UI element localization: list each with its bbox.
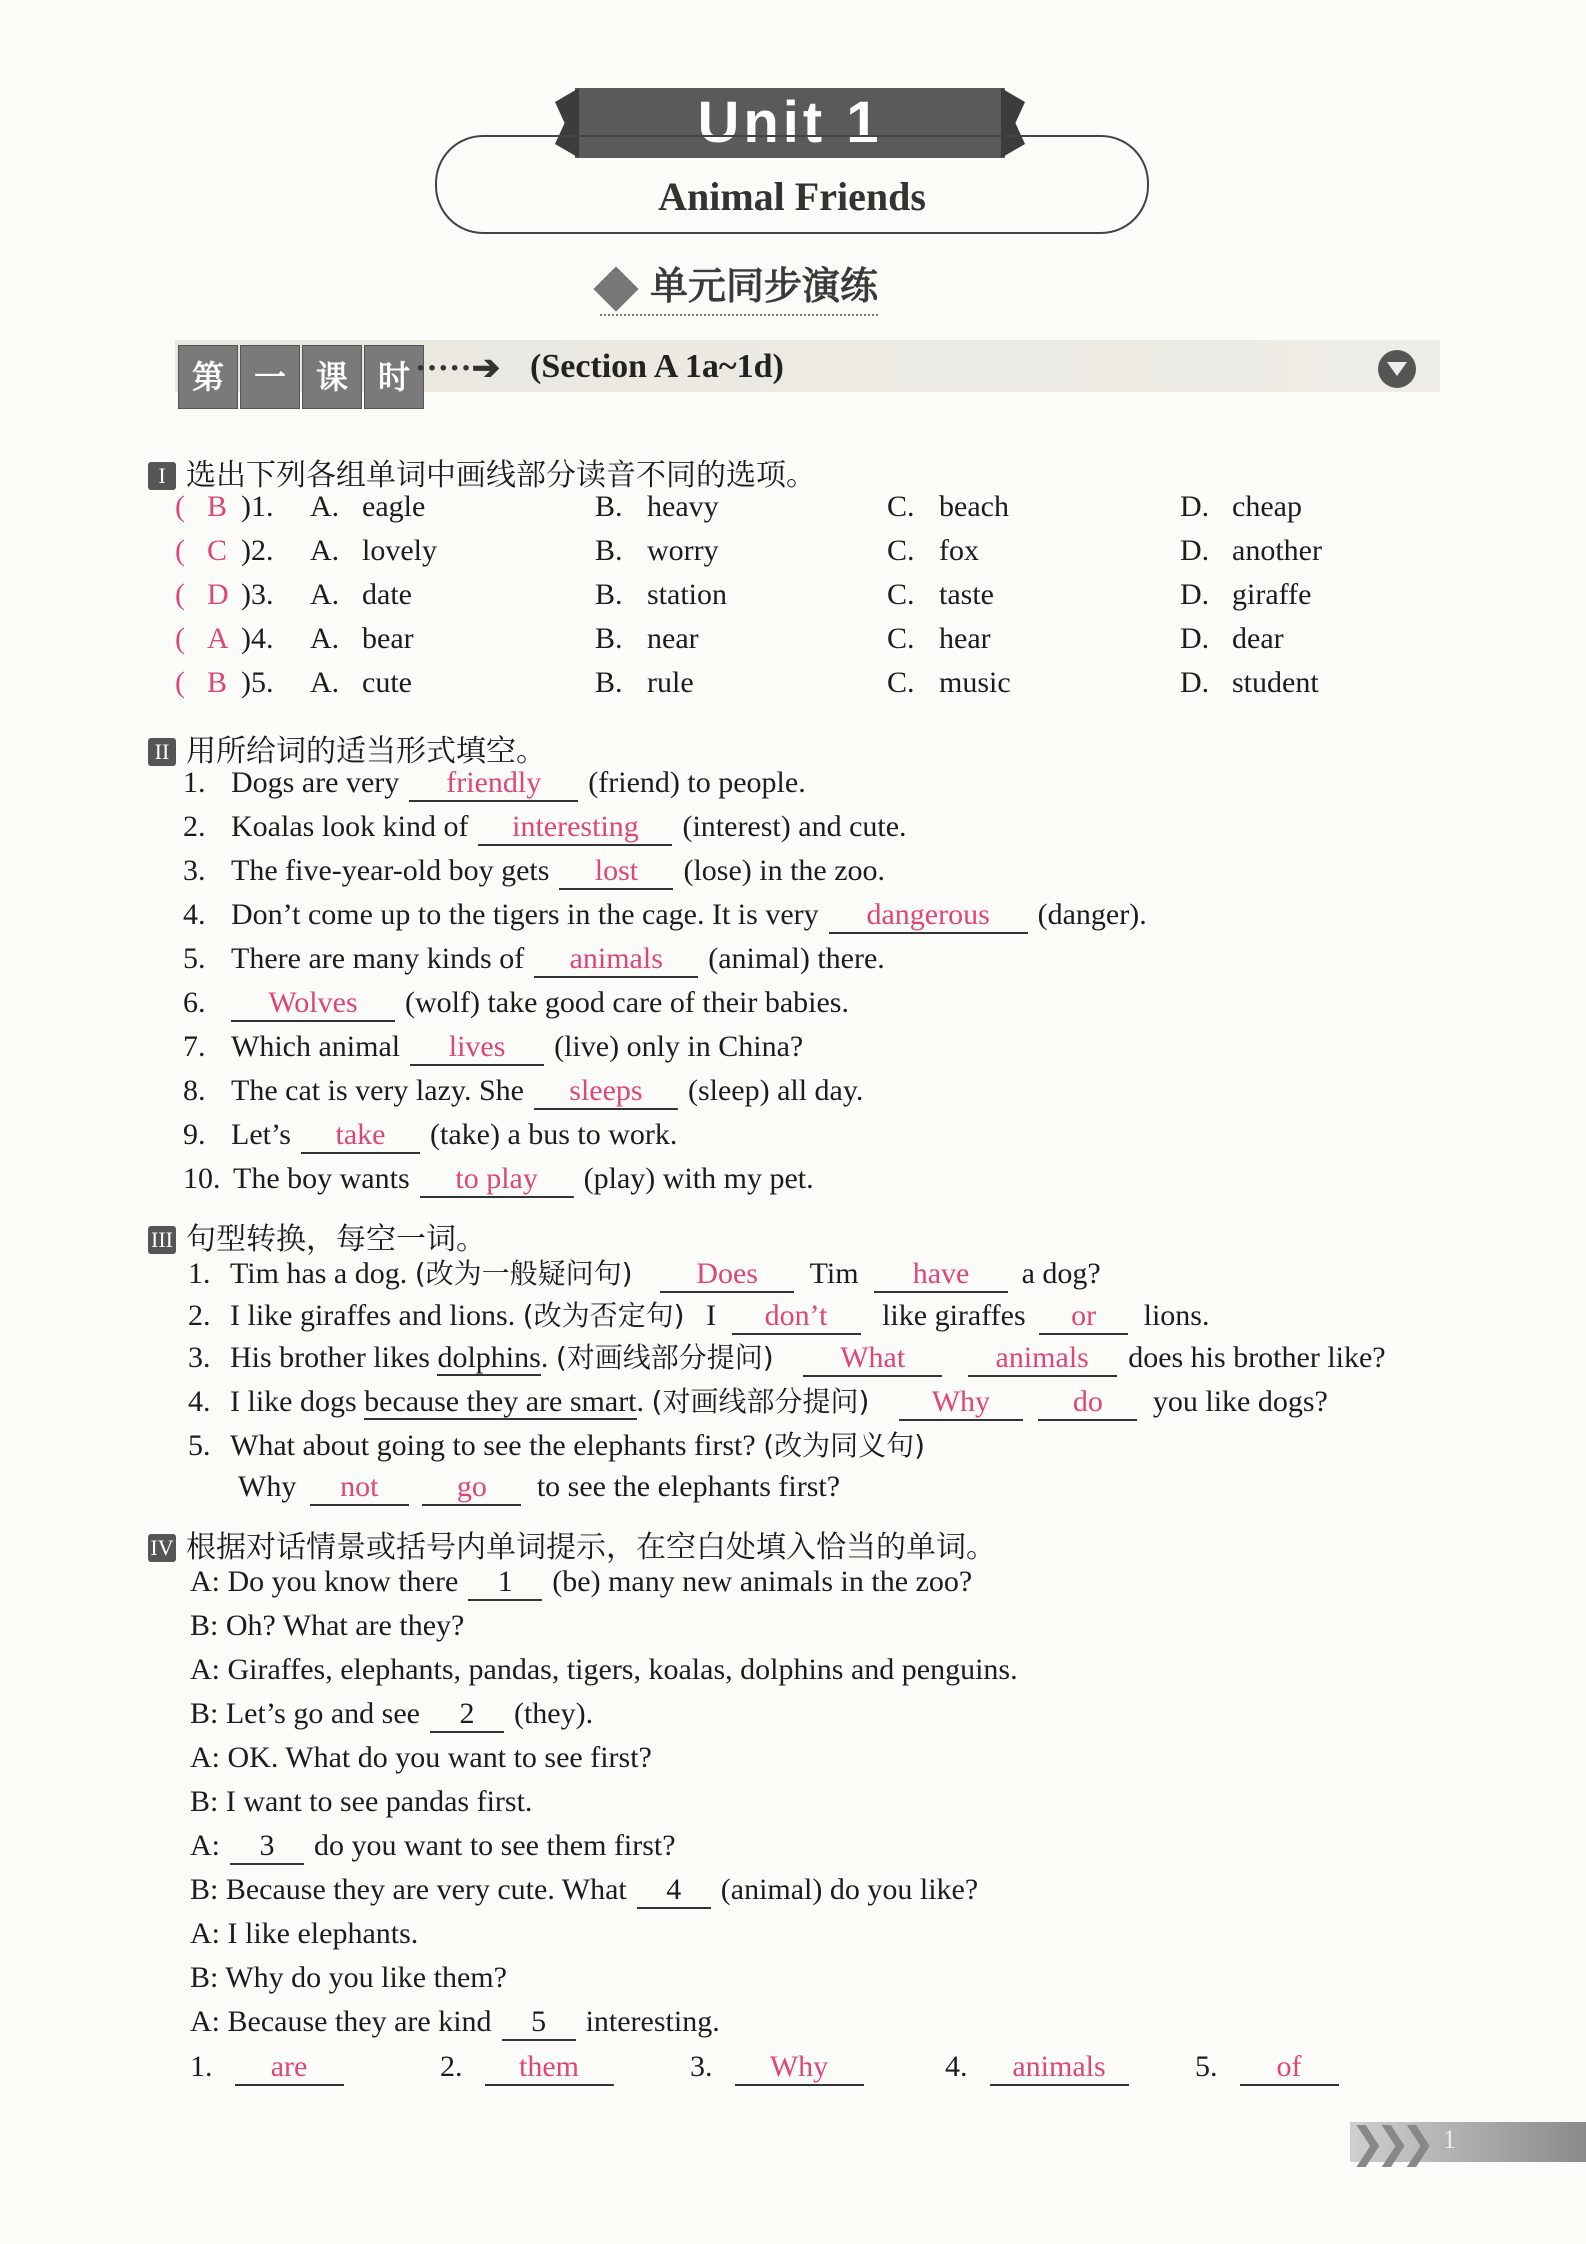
underlined-text: because they are smart [364, 1385, 637, 1418]
fill-row [183, 810, 907, 846]
section-1-title [148, 450, 816, 494]
dialog-text: A: I like elephants. [190, 1917, 419, 1950]
dialog-text: B: Let’s go and see [190, 1697, 420, 1730]
transform-q2 [188, 1294, 1210, 1335]
option-word: heavy [647, 490, 719, 523]
q-text: I like giraffes and lions. [230, 1299, 516, 1332]
answer-paren-open: ( [175, 490, 185, 523]
dialog-text: B: Oh? What are they? [190, 1609, 465, 1642]
numbered-blank[interactable]: 1 [468, 1565, 542, 1601]
answer-blank[interactable]: or [1039, 1299, 1128, 1335]
dialog-line [190, 2005, 720, 2041]
option-word: student [1232, 666, 1319, 699]
option-word: hear [939, 622, 991, 655]
q-note: (对画线部分提问) [651, 1385, 870, 1418]
fill-row [183, 766, 806, 802]
question-number: )4. [241, 622, 274, 655]
section-instruction: 根据对话情景或括号内单词提示，在空白处填入恰当的单词。 [186, 1530, 996, 1565]
lesson-char: 课 [302, 345, 362, 409]
question-text: (take) a bus to work. [430, 1118, 678, 1151]
answer-number: 3. [690, 2050, 713, 2083]
option-word: another [1232, 534, 1322, 567]
q-text: Why [238, 1470, 297, 1503]
fill-row [183, 854, 885, 890]
answer-paren-open: ( [175, 666, 185, 699]
option-word: lovely [362, 534, 437, 567]
dialog-line [190, 1653, 1018, 1687]
answer-blank[interactable]: not [310, 1470, 409, 1506]
q-text: Tim has a dog. [230, 1257, 408, 1290]
dialog-text: do you want to see them first? [314, 1829, 676, 1862]
option-label: B. [595, 666, 623, 699]
answer-blank[interactable]: take [301, 1118, 420, 1154]
dialog-text: A: Giraffes, elephants, pandas, tigers, koalas, dolphins and penguins. [190, 1653, 1018, 1686]
diamond-icon [593, 266, 638, 311]
q-note: (对画线部分提问) [555, 1341, 774, 1374]
answer-blank[interactable]: are [235, 2050, 344, 2086]
question-text: Dogs are very [231, 766, 400, 799]
choice-answer[interactable]: D [207, 578, 229, 611]
dialog-text: A: Because they are kind [190, 2005, 492, 2038]
answer-item [190, 2050, 344, 2086]
section-heading-text: 单元同步演练 [650, 264, 879, 308]
question-number: 8. [183, 1074, 206, 1107]
section-2-title [148, 726, 546, 770]
lesson-char: 一 [240, 345, 300, 409]
question-text: The five-year-old boy gets [231, 854, 550, 887]
option-label: D. [1180, 490, 1210, 523]
section-heading [600, 255, 878, 316]
question-text: The cat is very lazy. She [231, 1074, 524, 1107]
fill-row [183, 942, 885, 978]
option-word: giraffe [1232, 578, 1312, 611]
q-text: . [636, 1385, 645, 1418]
option-label: D. [1180, 622, 1210, 655]
numbered-blank[interactable]: 4 [637, 1873, 711, 1909]
transform-q3 [188, 1336, 1386, 1377]
answer-blank[interactable]: lost [559, 854, 673, 890]
section-instruction: 句型转换，每空一词。 [186, 1222, 486, 1257]
question-number: )2. [241, 534, 274, 567]
question-number: 1. [183, 766, 206, 799]
q-text: lions. [1143, 1299, 1210, 1332]
answer-paren-open: ( [175, 622, 185, 655]
q-text: What about going to see the elephants first? [230, 1429, 756, 1462]
option-label: C. [887, 490, 915, 523]
chevron-right-icon: ❯❯❯ [1350, 2118, 1426, 2167]
answer-blank[interactable]: don’t [732, 1299, 861, 1335]
answer-blank[interactable]: Does [660, 1257, 794, 1293]
dialog-line [190, 1873, 978, 1909]
dialog-line [190, 1697, 593, 1733]
question-text: Which animal [231, 1030, 401, 1063]
q-number: 5. [188, 1429, 211, 1462]
fill-row [183, 1030, 803, 1066]
answer-blank[interactable]: animals [534, 942, 698, 978]
answer-blank[interactable]: to play [420, 1162, 574, 1198]
option-word: beach [939, 490, 1009, 523]
answer-item [945, 2050, 1129, 2086]
question-text: (play) with my pet. [583, 1162, 814, 1195]
dialog-text: (they). [513, 1697, 594, 1730]
q-text: I [706, 1299, 717, 1332]
numbered-blank[interactable]: 3 [230, 1829, 304, 1865]
option-word: near [647, 622, 699, 655]
option-word: station [647, 578, 727, 611]
answer-blank[interactable]: of [1240, 2050, 1339, 2086]
question-number: )3. [241, 578, 274, 611]
answer-item [1195, 2050, 1339, 2086]
option-label: C. [887, 622, 915, 655]
option-word: cute [362, 666, 412, 699]
option-label: D. [1180, 578, 1210, 611]
option-word: rule [647, 666, 694, 699]
question-text: (animal) there. [708, 942, 885, 975]
dialog-line [190, 1565, 972, 1601]
section-instruction: 选出下列各组单词中画线部分读音不同的选项。 [186, 458, 816, 493]
option-word: dear [1232, 622, 1284, 655]
option-label: A. [310, 666, 340, 699]
answer-blank[interactable]: Wolves [231, 986, 395, 1022]
fill-row [183, 1074, 863, 1110]
unit-subtitle-frame [435, 135, 1149, 234]
question-text: (lose) in the zoo. [683, 854, 886, 887]
option-label: B. [595, 622, 623, 655]
dialog-line [190, 1609, 464, 1643]
answer-blank[interactable]: interesting [478, 810, 672, 846]
answer-blank[interactable]: animals [968, 1341, 1117, 1377]
q-text: I like dogs [230, 1385, 365, 1418]
answer-number: 1. [190, 2050, 213, 2083]
option-label: D. [1180, 666, 1210, 699]
question-text: (friend) to people. [588, 766, 806, 799]
dialog-line [190, 1829, 676, 1865]
option-label: A. [310, 578, 340, 611]
q-text: . [540, 1341, 549, 1374]
dialog-text: (be) many new animals in the zoo? [552, 1565, 973, 1598]
answer-number: 5. [1195, 2050, 1218, 2083]
answer-paren-open: ( [175, 578, 185, 611]
dialog-line [190, 1741, 652, 1775]
choice-answer[interactable]: B [207, 490, 228, 523]
lesson-section: (Section A 1a~1d) [530, 348, 784, 385]
q-text: Tim [809, 1257, 859, 1290]
option-label: B. [595, 490, 623, 523]
question-number: 4. [183, 898, 206, 931]
fill-row [183, 986, 849, 1022]
answer-item [440, 2050, 614, 2086]
answer-blank[interactable]: do [1038, 1385, 1137, 1421]
option-label: A. [310, 534, 340, 567]
option-word: music [939, 666, 1011, 699]
answer-blank[interactable]: have [874, 1257, 1008, 1293]
q-number: 1. [188, 1257, 211, 1290]
q-number: 2. [188, 1299, 211, 1332]
answer-blank[interactable]: dangerous [829, 898, 1028, 934]
q-note: (改为同义句) [763, 1429, 926, 1462]
q-text: you like dogs? [1152, 1385, 1328, 1418]
option-label: C. [887, 534, 915, 567]
question-text: There are many kinds of [231, 942, 525, 975]
question-number: 9. [183, 1118, 206, 1151]
answer-blank[interactable]: What [803, 1341, 942, 1377]
option-label: C. [887, 578, 915, 611]
arrow-icon: ·····➔ [415, 350, 501, 387]
fill-row [183, 898, 1147, 934]
section-instruction: 用所给词的适当形式填空。 [186, 734, 546, 769]
question-number: )1. [241, 490, 274, 523]
answer-number: 2. [440, 2050, 463, 2083]
option-word: taste [939, 578, 994, 611]
answer-blank[interactable]: go [422, 1470, 521, 1506]
q-text: does his brother like? [1128, 1341, 1386, 1374]
section-number: II [148, 738, 176, 766]
dialog-text: A: [190, 1829, 220, 1862]
numbered-blank[interactable]: 5 [502, 2005, 576, 2041]
dialog-text: interesting. [585, 2005, 720, 2038]
section-number: IV [148, 1534, 176, 1562]
q-text: His brother likes [230, 1341, 438, 1374]
question-number: 7. [183, 1030, 206, 1063]
q-text: to see the elephants first? [536, 1470, 841, 1503]
option-label: C. [887, 666, 915, 699]
dialog-line [190, 1917, 418, 1951]
question-text: Koalas look kind of [231, 810, 469, 843]
option-word: bear [362, 622, 414, 655]
lesson-tag [178, 345, 426, 409]
answer-blank[interactable]: animals [990, 2050, 1129, 2086]
numbered-blank[interactable]: 2 [430, 1697, 504, 1733]
question-text: Don’t come up to the tigers in the cage. It is very [231, 898, 819, 931]
fill-row [183, 1162, 814, 1198]
transform-q1 [188, 1252, 1101, 1293]
question-number: 2. [183, 810, 206, 843]
question-text: (live) only in China? [554, 1030, 804, 1063]
dialog-text: A: Do you know there [190, 1565, 459, 1598]
transform-q5-answer [238, 1470, 840, 1506]
unit-subtitle: Animal Friends [658, 174, 926, 219]
option-word: cheap [1232, 490, 1302, 523]
option-label: B. [595, 534, 623, 567]
option-label: D. [1180, 534, 1210, 567]
transform-q4 [188, 1380, 1328, 1421]
section-4-title [148, 1522, 996, 1566]
dialog-text: B: Why do you like them? [190, 1961, 507, 1994]
question-number: 3. [183, 854, 206, 887]
question-text: (interest) and cute. [682, 810, 907, 843]
dialog-text: (animal) do you like? [720, 1873, 979, 1906]
choice-answer[interactable]: B [207, 666, 228, 699]
option-label: B. [595, 578, 623, 611]
dialog-text: B: Because they are very cute. What [190, 1873, 627, 1906]
q-note: (改为否定句) [522, 1299, 685, 1332]
answer-number: 4. [945, 2050, 968, 2083]
transform-q5 [188, 1424, 925, 1464]
q-number: 3. [188, 1341, 211, 1374]
q-note: (改为一般疑问句) [414, 1257, 633, 1290]
triangle-down-icon [1378, 350, 1416, 388]
answer-item [690, 2050, 864, 2086]
section-number: III [148, 1226, 176, 1254]
question-number: )5. [241, 666, 274, 699]
question-text: (danger). [1037, 898, 1147, 931]
answer-blank[interactable]: lives [410, 1030, 544, 1066]
lesson-char: 第 [178, 345, 238, 409]
question-text: The boy wants [233, 1162, 410, 1195]
question-number: 5. [183, 942, 206, 975]
option-label: A. [310, 490, 340, 523]
choice-answer[interactable]: C [207, 534, 228, 567]
option-word: eagle [362, 490, 426, 523]
section-number: I [148, 462, 176, 490]
option-word: fox [939, 534, 979, 567]
question-text: (wolf) take good care of their babies. [405, 986, 849, 1019]
question-number: 10. [183, 1162, 221, 1195]
dialog-text: A: OK. What do you want to see first? [190, 1741, 652, 1774]
answer-blank[interactable]: sleeps [534, 1074, 678, 1110]
question-text: (sleep) all day. [687, 1074, 864, 1107]
answer-blank[interactable]: them [485, 2050, 614, 2086]
choice-answer[interactable]: A [207, 622, 229, 655]
option-word: date [362, 578, 412, 611]
dialog-line [190, 1961, 507, 1995]
page-number: 1 [1443, 2125, 1456, 2154]
dialog-text: B: I want to see pandas first. [190, 1785, 533, 1818]
answer-paren-open: ( [175, 534, 185, 567]
q-text: like giraffes [882, 1299, 1026, 1332]
dialog-line [190, 1785, 532, 1819]
q-number: 4. [188, 1385, 211, 1418]
underlined-text: dolphins [437, 1341, 541, 1374]
answer-blank[interactable]: Why [735, 2050, 864, 2086]
option-word: worry [647, 534, 719, 567]
question-number: 6. [183, 986, 206, 1019]
answer-blank[interactable]: friendly [409, 766, 578, 802]
fill-row [183, 1118, 677, 1154]
unit-title: Unit 1 [697, 90, 883, 155]
answer-blank[interactable]: Why [899, 1385, 1023, 1421]
q-text: a dog? [1021, 1257, 1101, 1290]
question-text: Let’s [231, 1118, 291, 1151]
option-label: A. [310, 622, 340, 655]
lesson-char: 时 [364, 345, 424, 409]
